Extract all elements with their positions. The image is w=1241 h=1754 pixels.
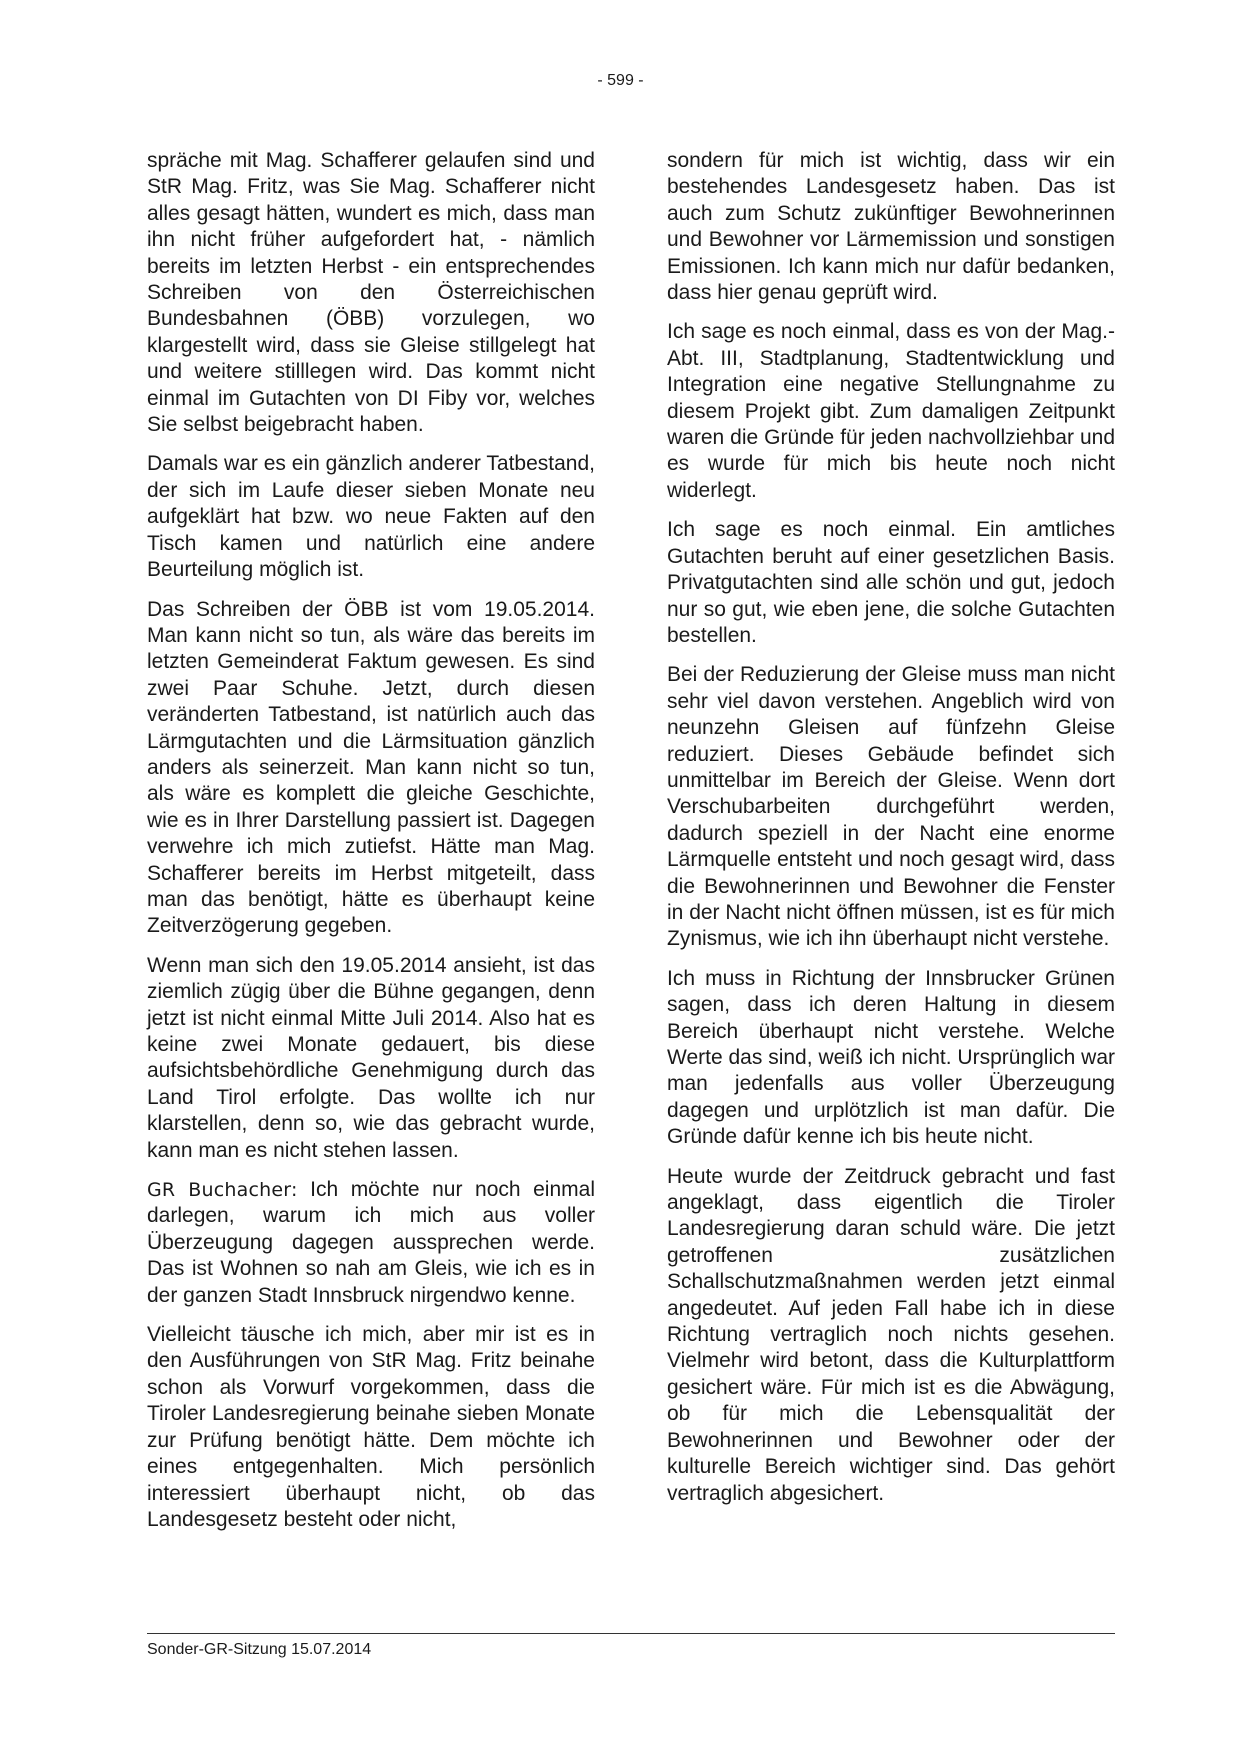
- paragraph: spräche mit Mag. Schafferer gelaufen sind und StR Mag. Fritz, was Sie Mag. Schafferer nicht alles gesagt hätten, wundert es mich, dass man ihn nicht früher aufgefordert hat, - nämlich bereits im letzten Herbst - ein entsprechendes Schreiben von den Österreichischen Bundesbahnen (ÖBB) vorzulegen, wo klargestellt wird, dass sie Gleise stillgelegt hat und weitere stilllegen wird. Das kommt nicht einmal im Gutachten von DI Fiby vor, welches Sie selbst beigebracht haben.: [147, 149, 595, 437]
- paragraph: Ich muss in Richtung der Innsbrucker Grünen sagen, dass ich deren Haltung in diesem Bereich überhaupt nicht verstehe. Welche Werte das sind, weiß ich nicht. Ursprünglich war man jedenfalls aus voller Überzeugung dagegen und urplötzlich ist man dafür. Die Gründe dafür kenne ich bis heute nicht.: [667, 966, 1115, 1149]
- left-column: [147, 148, 595, 1546]
- footer-text: Sonder-GR-Sitzung 15.07.2014: [147, 1641, 372, 1658]
- speaker-text: Ich möchte nur noch einmal darlegen, warum ich mich aus voller Überzeugung dagegen aussprechen werde. Das ist Wohnen so nah am Gleis, wie ich es in der ganzen Stadt Innsbruck nirgendwo kenne.: [147, 1178, 595, 1307]
- paragraph: Damals war es ein gänzlich anderer Tatbestand, der sich im Laufe dieser sieben Monate neu aufgeklärt hat bzw. wo neue Fakten auf den Tisch kamen und natürlich eine andere Beurteilung möglich ist.: [147, 452, 595, 582]
- speaker-paragraph: [147, 1177, 595, 1309]
- paragraph: Ich sage es noch einmal. Ein amtliches Gutachten beruht auf einer gesetzlichen Basis. Privatgutachten sind alle schön und gut, jedoch nur so gut, wie eben jene, die solche Gutachten bestellen.: [667, 518, 1115, 647]
- paragraph: Das Schreiben der ÖBB ist vom 19.05.2014. Man kann nicht so tun, als wäre das bereits im letzten Gemeinderat Faktum gewesen. Es sind zwei Paar Schuhe. Jetzt, durch diesen veränderten Tatbestand, ist natürlich auch das Lärmgutachten und die Lärmsituation gänzlich anders als seinerzeit. Man kann nicht so tun, als wäre es komplett die gleiche Geschichte, wie es in Ihrer Darstellung passiert ist. Dagegen verwehre ich mich zutiefst. Hätte man Mag. Schafferer bereits im Herbst mitgeteilt, dass man das benötigt, hätte es überhaupt keine Zeitverzögerung gegeben.: [147, 597, 595, 938]
- paragraph: Ich sage es noch einmal, dass es von der Mag.-Abt. III, Stadtplanung, Stadtentwicklung und Integration eine negative Stellungnahme zu diesem Projekt gibt. Zum damaligen Zeitpunkt waren die Gründe für jeden nachvollziehbar und es wurde für mich bis heute noch nicht widerlegt.: [667, 320, 1115, 502]
- paragraph: sondern für mich ist wichtig, dass wir ein bestehendes Landesgesetz haben. Das ist auch zum Schutz zukünftiger Bewohnerinnen und Bewohner vor Lärmemission und sonstigen Emissionen. Ich kann mich nur dafür bedanken, dass hier genau geprüft wird.: [667, 149, 1115, 305]
- paragraph: Wenn man sich den 19.05.2014 ansieht, ist das ziemlich zügig über die Bühne gegangen, denn jetzt ist nicht einmal Mitte Juli 2014. Also hat es keine zwei Monate gedauert, bis diese aufsichtsbehördliche Genehmigung durch das Land Tirol erfolgte. Das wollte ich nur klarstellen, denn so, wie das gebracht wurde, kann man es nicht stehen lassen.: [147, 953, 595, 1162]
- right-column: [667, 148, 1115, 1520]
- paragraph: Vielleicht täusche ich mich, aber mir ist es in den Ausführungen von StR Mag. Fritz beinahe schon als Vorwurf vorgekommen, dass die Tiroler Landesregierung beinahe sieben Monate zur Prüfung benötigt hätte. Dem möchte ich eines entgegenhalten. Mich persönlich interessiert überhaupt nicht, ob das Landesgesetz besteht oder nicht,: [147, 1323, 595, 1531]
- paragraph: Heute wurde der Zeitdruck gebracht und fast angeklagt, dass eigentlich die Tiroler Landesregierung daran schuld wäre. Die jetzt getroffenen zusätzlichen Schallschutzmaßnahmen werden jetzt einmal angedeutet. Auf jeden Fall habe ich in diese Richtung vertraglich noch nichts gesehen. Vielmehr wird betont, dass die Kulturplattform gesichert wäre. Für mich ist es die Abwägung, ob für mich die Lebensqualität der Bewohnerinnen und Bewohner oder der kulturelle Bereich wichtiger sind. Das gehört vertraglich abgesichert.: [667, 1164, 1115, 1505]
- speaker-name: GR Buchacher:: [147, 1179, 298, 1202]
- paragraph: Bei der Reduzierung der Gleise muss man nicht sehr viel davon verstehen. Angeblich wird von neunzehn Gleisen auf fünfzehn Gleise reduziert. Dieses Gebäude befindet sich unmittelbar im Bereich der Gleise. Wenn dort Verschubarbeiten durchgeführt werden, dadurch speziell in der Nacht eine enorme Lärmquelle entsteht und noch gesagt wird, dass die Bewohnerinnen und Bewohner die Fenster in der Nacht nicht öffnen müssen, ist es für mich Zynismus, wie ich ihn überhaupt nicht verstehe.: [667, 663, 1115, 951]
- page-number: - 599 -: [597, 72, 644, 89]
- footer-divider: [147, 1633, 1115, 1634]
